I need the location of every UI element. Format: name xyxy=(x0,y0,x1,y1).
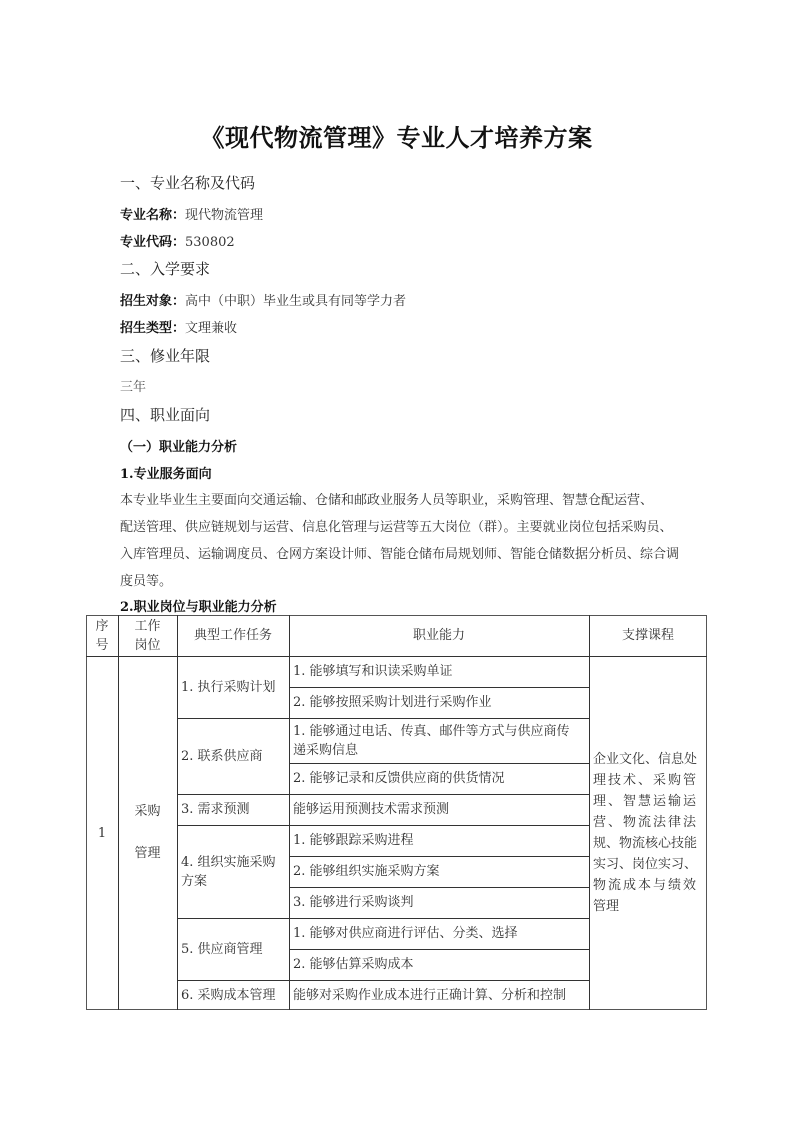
major-name-value: 现代物流管理 xyxy=(185,208,264,223)
courses-line: 理技术、采购管 xyxy=(593,773,699,788)
major-code-label: 专业代码： xyxy=(120,235,186,250)
major-code-value: 530802 xyxy=(185,235,235,250)
header-task: 典型工作任务 xyxy=(193,628,272,643)
document-title: 《现代物流管理》专业人才培养方案 xyxy=(200,123,593,152)
task-cell: 3. 需求预测 xyxy=(181,802,250,817)
courses-line: 企业文化、信息处 xyxy=(593,752,698,767)
col-divider xyxy=(177,615,178,1010)
row-post-l1: 采购 xyxy=(134,804,161,819)
ability-cell: 1. 能够对供应商进行评估、分类、选择 xyxy=(293,926,518,941)
courses-line: 营、物流法律法 xyxy=(593,815,699,830)
courses-line: 规、物流核心技能 xyxy=(593,836,698,851)
ability-2-1-l2: 递采购信息 xyxy=(293,742,359,758)
enroll-target-line xyxy=(120,290,406,309)
subsection-post-ability: 2.职业岗位与职业能力分析 xyxy=(120,600,277,615)
ability-cell: 能够运用预测技术需求预测 xyxy=(293,802,450,817)
ability-cell: 3. 能够进行采购谈判 xyxy=(293,895,414,910)
section-1-heading: 一、专业名称及代码 xyxy=(120,174,256,192)
header-courses: 支撑课程 xyxy=(621,628,674,643)
ability-cell: 1. 能够跟踪采购进程 xyxy=(293,833,414,848)
courses-line: 管理 xyxy=(593,899,620,914)
header-post xyxy=(118,615,177,656)
header-post-l2: 岗位 xyxy=(134,637,161,653)
courses-line: 理、智慧运输运 xyxy=(593,794,699,809)
task-cell: 2. 联系供应商 xyxy=(181,748,263,764)
duration-value: 三年 xyxy=(120,380,147,395)
header-seq xyxy=(86,615,118,656)
major-name-line xyxy=(120,204,263,223)
task-cell: 1. 执行采购计划 xyxy=(181,679,276,695)
paragraph-line-3: 入库管理员、运输调度员、仓网方案设计师、智能仓储布局规划师、智能仓储数据分析员、综合调 xyxy=(120,547,680,562)
major-name-label: 专业名称： xyxy=(120,208,186,223)
enroll-target-label: 招生对象： xyxy=(120,294,186,309)
section-2-heading: 二、入学要求 xyxy=(120,260,211,278)
subsection-ability-analysis: （一）职业能力分析 xyxy=(120,440,238,455)
paragraph-line-4: 度员等。 xyxy=(120,574,173,589)
courses-cell xyxy=(593,656,705,1010)
enroll-type-label: 招生类型： xyxy=(120,321,186,336)
header-ability: 职业能力 xyxy=(412,628,465,643)
major-code-line xyxy=(120,231,235,250)
enroll-target-value: 高中（中职）毕业生或具有同等学力者 xyxy=(185,294,407,309)
courses-line: 物流成本与绩效 xyxy=(593,878,699,893)
courses-line: 实习、岗位实习、 xyxy=(593,857,698,872)
ability-cell: 2. 能够组织实施采购方案 xyxy=(293,864,440,879)
col-divider xyxy=(289,615,290,1010)
task-cell xyxy=(181,825,287,918)
section-4-heading: 四、职业面向 xyxy=(120,406,211,424)
section-3-heading: 三、修业年限 xyxy=(120,347,211,365)
paragraph-line-2: 配送管理、供应链规划与运营、信息化管理与运营等五大岗位（群）。主要就业岗位包括采购员、 xyxy=(120,520,673,535)
row-seq: 1 xyxy=(97,825,107,841)
header-seq-l2: 号 xyxy=(95,637,109,653)
ability-cell: 1. 能够填写和识读采购单证 xyxy=(293,664,453,679)
task-4-l2: 方案 xyxy=(181,873,208,889)
task-4-l1: 4. 组织实施采购 xyxy=(181,854,276,870)
ability-2-1-l1: 1. 能够通过电话、传真、邮件等方式与供应商传 xyxy=(293,723,570,739)
paragraph-line-1: 本专业毕业生主要面向交通运输、仓储和邮政业服务人员等职业，采购管理、智慧仓配运营、 xyxy=(120,493,654,508)
ability-cell: 2. 能够估算采购成本 xyxy=(293,957,414,972)
row-post xyxy=(118,656,177,1010)
ability-cell xyxy=(293,718,587,763)
col-divider xyxy=(589,615,590,1010)
task-cell: 6. 采购成本管理 xyxy=(181,987,276,1003)
enroll-type-value: 文理兼收 xyxy=(185,321,238,336)
task-cell: 5. 供应商管理 xyxy=(181,941,263,957)
header-seq-l1: 序 xyxy=(95,618,109,634)
header-post-l1: 工作 xyxy=(134,618,161,634)
subsection-service-orientation: 1.专业服务面向 xyxy=(120,467,212,482)
ability-cell: 2. 能够按照采购计划进行采购作业 xyxy=(293,695,492,710)
ability-cell: 能够对采购作业成本进行正确计算、分析和控制 xyxy=(293,987,567,1003)
row-post-l2: 管理 xyxy=(134,846,161,861)
enroll-type-line xyxy=(120,317,237,336)
ability-cell: 2. 能够记录和反馈供应商的供货情况 xyxy=(293,771,505,786)
